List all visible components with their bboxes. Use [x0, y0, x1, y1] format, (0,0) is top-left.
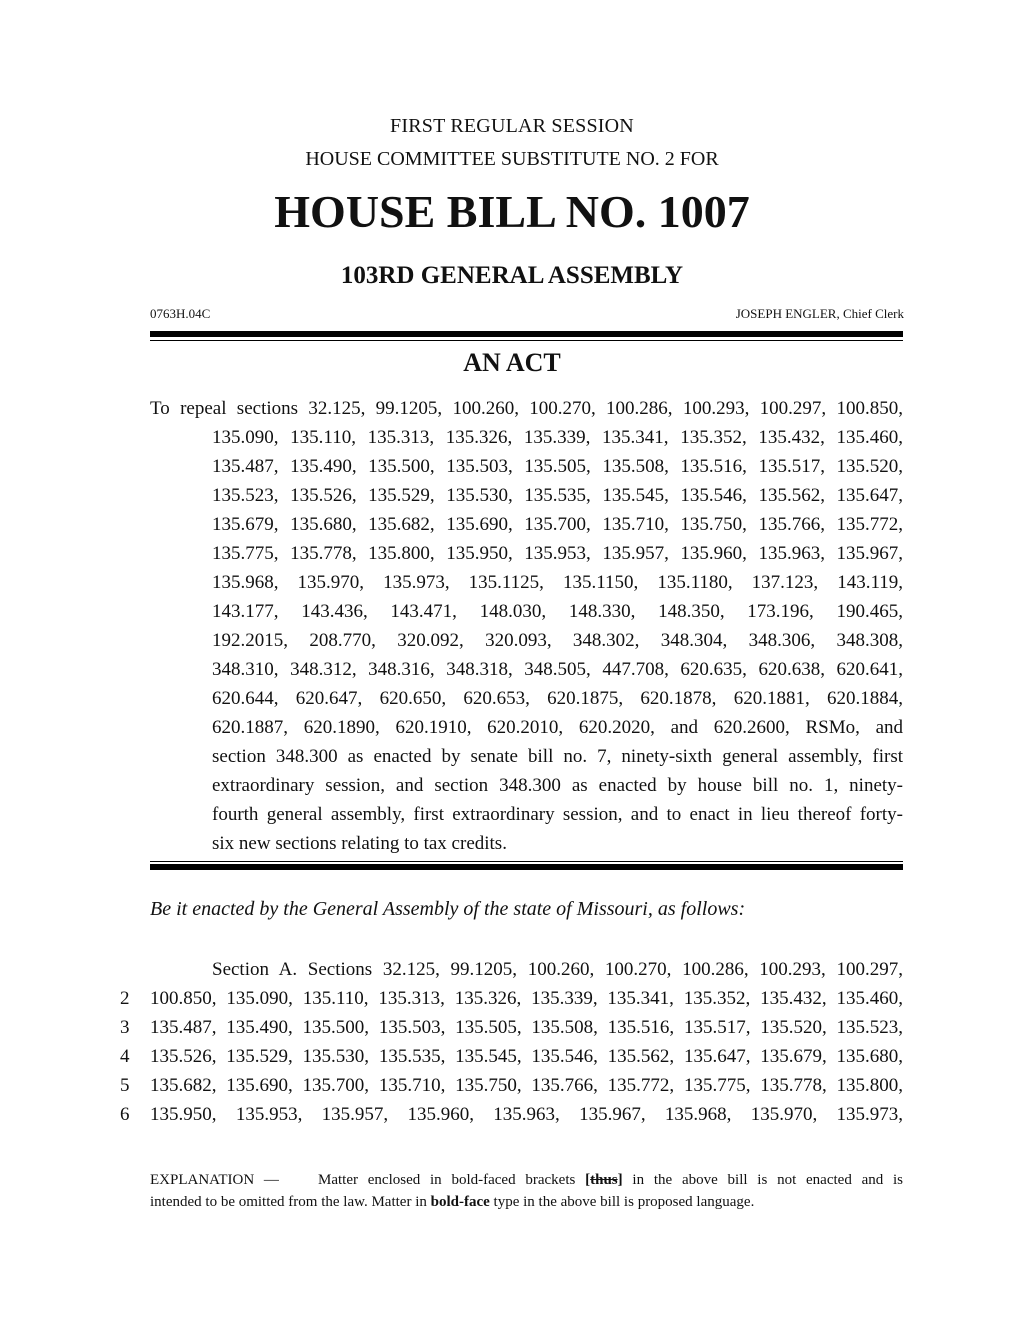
act-line: extraordinary session, and section 348.300 as enacted by house bill no. 1, ninety- — [212, 775, 903, 796]
bill-code: 0763H.04C — [150, 306, 211, 321]
section-line — [120, 984, 903, 1013]
line-text: 135.487, 135.490, 135.500, 135.503, 135.505, 135.508, 135.516, 135.517, 135.520, 135.523, — [150, 1017, 903, 1038]
act-line: 135.775, 135.778, 135.800, 135.950, 135.953, 135.957, 135.960, 135.963, 135.967, — [212, 543, 903, 564]
line-text: 135.950, 135.953, 135.957, 135.960, 135.963, 135.967, 135.968, 135.970, 135.973, — [150, 1104, 903, 1125]
line-number: 2 — [120, 988, 130, 1009]
explanation-text: type in the above bill is proposed language. — [493, 1194, 755, 1210]
enacting-clause: Be it enacted by the General Assembly of the state of Missouri, as follows: — [150, 898, 746, 920]
explanation-text: in the above bill is not enacted and is — [632, 1172, 904, 1188]
header-rule-thin — [150, 340, 903, 341]
act-line: fourth general assembly, first extraordinary session, and to enact in lieu thereof forty- — [212, 804, 903, 825]
act-line: 135.968, 135.970, 135.973, 135.1125, 135.1150, 135.1180, 137.123, 143.119, — [212, 572, 903, 593]
section-a — [120, 955, 903, 1129]
explanation-line — [150, 1191, 903, 1213]
act-line: 620.1887, 620.1890, 620.1910, 620.2010, 620.2020, and 620.2600, RSMo, and — [212, 717, 903, 738]
session-label: FIRST REGULAR SESSION — [390, 115, 634, 137]
act-line: section 348.300 as enacted by senate bill no. 7, ninety-sixth general assembly, first — [212, 746, 903, 767]
act-heading: AN ACT — [463, 348, 561, 377]
struck-example: thus — [590, 1172, 618, 1188]
line-number: 6 — [120, 1104, 130, 1125]
header-rule-thick — [150, 331, 903, 337]
act-line: six new sections relating to tax credits. — [212, 833, 507, 854]
section-line — [120, 1042, 903, 1071]
bill-title: HOUSE BILL NO. 1007 — [274, 186, 750, 237]
section-line — [120, 1013, 903, 1042]
line-number: 4 — [120, 1046, 130, 1067]
act-line: 135.487, 135.490, 135.500, 135.503, 135.505, 135.508, 135.516, 135.517, 135.520, — [212, 456, 903, 477]
bracket-close: ] — [617, 1172, 623, 1188]
line-number: 5 — [120, 1075, 130, 1096]
section-line — [120, 1071, 903, 1100]
act-line: To repeal sections 32.125, 99.1205, 100.260, 100.270, 100.286, 100.293, 100.297, 100.850, — [150, 398, 903, 419]
act-title-body — [150, 394, 903, 858]
explanation-footnote — [150, 1169, 903, 1213]
section-line — [120, 1100, 903, 1129]
explanation-text: intended to be omitted from the law. Matter in — [150, 1194, 427, 1210]
explanation-lead: EXPLANATION — — [150, 1172, 279, 1188]
chief-clerk: JOSEPH ENGLER, Chief Clerk — [735, 306, 904, 321]
act-line: 135.090, 135.110, 135.313, 135.326, 135.339, 135.341, 135.352, 135.432, 135.460, — [212, 427, 903, 448]
line-number: 3 — [120, 1017, 130, 1038]
act-line: 135.679, 135.680, 135.682, 135.690, 135.700, 135.710, 135.750, 135.766, 135.772, — [212, 514, 903, 535]
body-rule-thin — [150, 861, 903, 862]
line-text: Section A. Sections 32.125, 99.1205, 100.260, 100.270, 100.286, 100.293, 100.297, — [212, 959, 903, 980]
act-line: 192.2015, 208.770, 320.092, 320.093, 348.302, 348.304, 348.306, 348.308, — [212, 630, 903, 651]
act-line: 135.523, 135.526, 135.529, 135.530, 135.535, 135.545, 135.546, 135.562, 135.647, — [212, 485, 903, 506]
explanation-line — [150, 1169, 903, 1191]
explanation-text: Matter enclosed in bold-faced brackets — [318, 1172, 576, 1188]
bracket-open: [ — [585, 1172, 591, 1188]
act-line: 348.310, 348.312, 348.316, 348.318, 348.505, 447.708, 620.635, 620.638, 620.641, — [212, 659, 903, 680]
line-text: 135.682, 135.690, 135.700, 135.710, 135.750, 135.766, 135.772, 135.775, 135.778, 135.800, — [150, 1075, 903, 1096]
section-line — [120, 955, 903, 984]
assembly-label: 103RD GENERAL ASSEMBLY — [340, 262, 684, 289]
line-text: 135.526, 135.529, 135.530, 135.535, 135.545, 135.546, 135.562, 135.647, 135.679, 135.680, — [150, 1046, 903, 1067]
line-text: 100.850, 135.090, 135.110, 135.313, 135.326, 135.339, 135.341, 135.352, 135.432, 135.460, — [150, 988, 903, 1009]
bold-face-example: bold-face — [430, 1194, 490, 1210]
act-line: 620.644, 620.647, 620.650, 620.653, 620.1875, 620.1878, 620.1881, 620.1884, — [212, 688, 903, 709]
substitute-label: HOUSE COMMITTEE SUBSTITUTE NO. 2 FOR — [305, 148, 719, 170]
body-rule-thick — [150, 864, 903, 870]
act-line: 143.177, 143.436, 143.471, 148.030, 148.330, 148.350, 173.196, 190.465, — [212, 601, 903, 622]
